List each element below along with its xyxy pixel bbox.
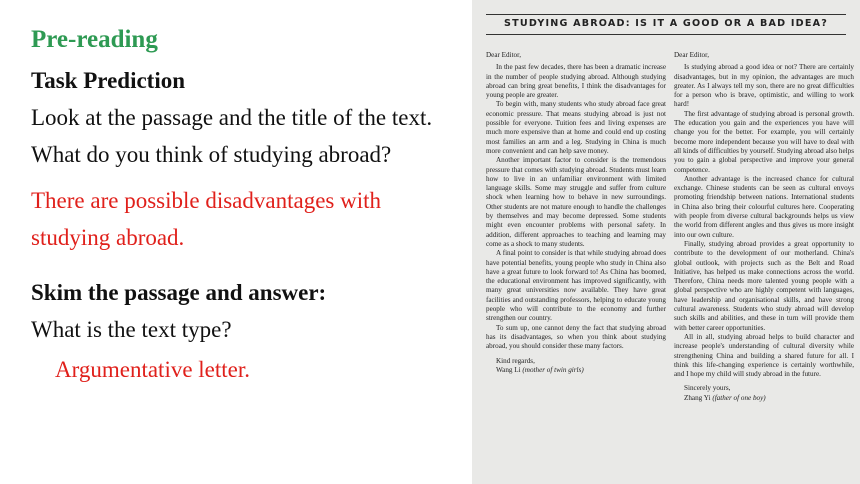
letter-right-paragraph: Finally, studying abroad provides a great opportunity to contribute to the development of our motherland. China's global outlook, with projects such as the Belt and Road Initiative, has helped us make connections across the world. Therefore, China needs more talented young people with a global perspective who are highly competent with languages, have leadership and organisational skills, and have strong cultural awareness. Students who study abroad will develop such skills and abilities, and these in turn will provide them with better career opportunities. (674, 239, 854, 332)
skim-question: What is the text type? (31, 317, 232, 342)
title-rule-top (486, 14, 846, 15)
letter-left-signature-name: Wang Li (496, 365, 521, 374)
letter-left-paragraph: To sum up, one cannot deny the fact that studying abroad has its disadvantages, so when you think about studying abroad, you should consider these many factors. (486, 323, 666, 351)
letter-left-closing: Kind regards, (496, 356, 535, 365)
letter-right-paragraph: Another advantage is the increased chance for cultural exchange. Chinese students can be seen as cultural envoys promoting friendship between nations. International students in China also bring their colourful cultures here. Cooperating with people from diverse cultural backgrounds helps us view the world from different angles and thus gives us more insight into our own culture. (674, 174, 854, 239)
article-scan (472, 0, 860, 484)
article-title: STUDYING ABROAD: IS IT A GOOD OR A BAD IDEA? (504, 18, 828, 29)
answer-1-line-2: studying abroad. (31, 225, 185, 250)
letter-right-paragraph: All in all, studying abroad helps to build character and increase people's understanding of cultural diversity while strengthening China and building a shared future for all. I think this life-changing experience is certainly worthwhile, and I hope my child will study abroad in the future. (674, 332, 854, 379)
letter-right-closing: Sincerely yours, (684, 384, 731, 393)
title-rule-bottom (486, 34, 846, 35)
task-question-1: Look at the passage and the title of the text. (31, 105, 433, 130)
letter-left-signature (486, 366, 666, 375)
letter-left-paragraph: To begin with, many students who study abroad face great economic pressure. That means studying abroad is just not possible for everyone. Tuition fees and living expenses are much more expensive than at home and could end up costing most families an arm and a leg. Studying in China is much more convenient and can help save money. (486, 100, 666, 155)
letter-right-signature-role: (father of one boy) (712, 393, 766, 402)
skim-label: Skim the passage and answer: (31, 280, 327, 305)
letter-right-paragraph: Is studying abroad a good idea or not? There are certainly disadvantages, but in my opinion, the advantages are much greater. As I always tell my son, there are no great difficulties for a person who is brave, optimistic, and willing to work hard! (674, 63, 854, 109)
answer-1-line-1: There are possible disadvantages with (31, 188, 381, 213)
letter-left-paragraph: A final point to consider is that while studying abroad does have potential benefits, young people who study in China also have a great future to look forward to! As China has boomed, the educational environment has improved significantly, with many great universities now available. They have great facilities and outstanding professors, helping to educate young people who will contribute to the economy and further strengthen our country. (486, 249, 666, 323)
letter-right-paragraph: The first advantage of studying abroad is personal growth. The education you gain and the experiences you have will change you for the better. For example, you will certainly become more independent because you will have to deal with all kinds of difficulties by yourself. Studying abroad also helps you to gain a global perspective and improve your general competence. (674, 109, 854, 174)
letter-left-paragraph: In the past few decades, there has been a dramatic increase in the number of people studying abroad. Although studying abroad can bring great benefits, I think the disadvantages for young people are greater. (486, 63, 666, 100)
letter-left-signature-role: (mother of twin girls) (522, 365, 584, 374)
letter-right (674, 51, 854, 403)
task-label: Task Prediction (31, 68, 186, 93)
letter-right-salutation: Dear Editor, (674, 51, 710, 59)
letter-left-salutation: Dear Editor, (486, 51, 522, 59)
task-question-2: What do you think of studying abroad? (31, 142, 392, 167)
section-heading: Pre-reading (31, 26, 158, 53)
letter-right-signature (674, 394, 854, 403)
letter-left-paragraph: Another important factor to consider is the tremendous pressure that comes with studying abroad. Students must learn how to live in an unfamiliar environment with limited language skills. Some may struggle and suffer from culture shock when learning how to behave in new surroundings. Other students are not mature enough to handle the challenges by themselves and may become depressed. Some students might even encounter problems with personal safety. In addition, different approaches to teaching and learning may come as a shock to many students. (486, 156, 666, 248)
letter-right-signature-name: Zhang Yi (684, 393, 711, 402)
answer-2: Argumentative letter. (55, 357, 251, 382)
letter-left (486, 51, 666, 375)
